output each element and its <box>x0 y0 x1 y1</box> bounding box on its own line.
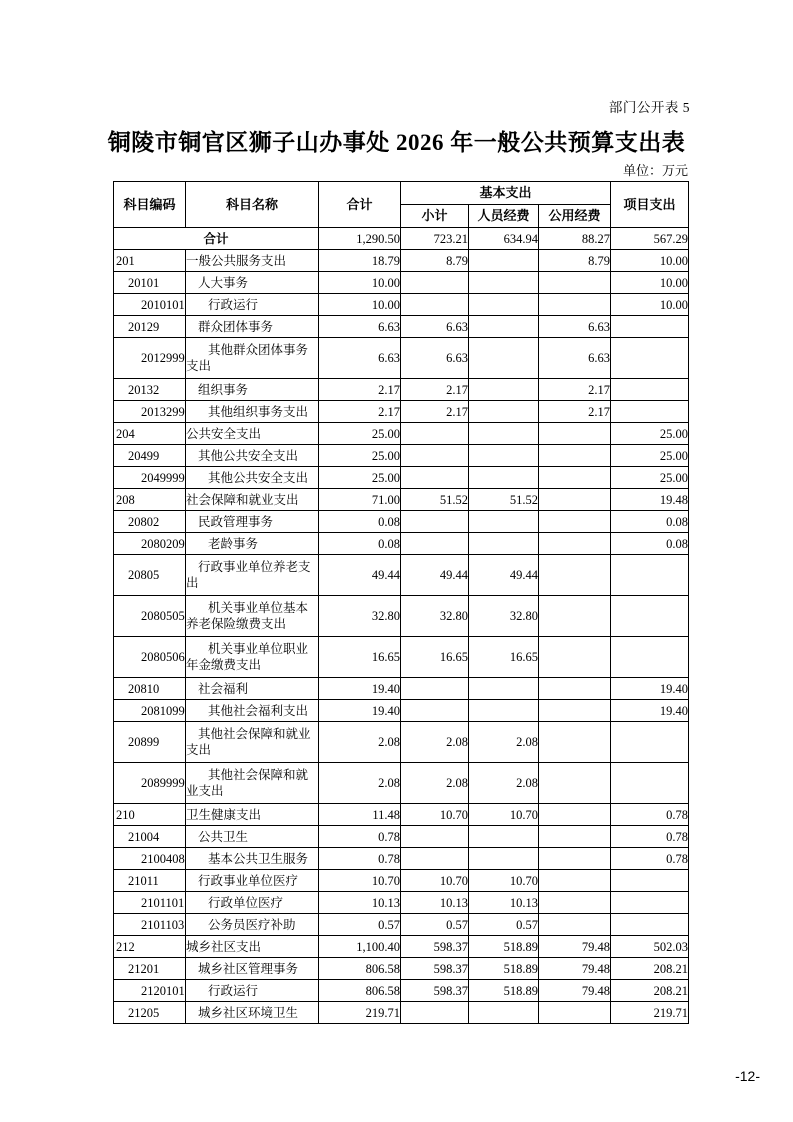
cell-subtotal <box>401 511 469 533</box>
cell-subject-code: 2080209 <box>114 533 186 555</box>
cell-subtotal <box>401 294 469 316</box>
cell-personnel <box>469 1002 539 1024</box>
cell-project: 25.00 <box>611 445 689 467</box>
cell-personnel <box>469 511 539 533</box>
cell-personnel: 10.70 <box>469 804 539 826</box>
cell-total: 0.78 <box>319 826 401 848</box>
cell-public <box>539 804 611 826</box>
budget-table <box>113 181 689 1024</box>
table-row <box>114 250 689 272</box>
cell-subject-name: 其他公共安全支出 <box>186 445 319 467</box>
cell-subtotal: 598.37 <box>401 958 469 980</box>
cell-subtotal: 598.37 <box>401 936 469 958</box>
cell-total: 10.70 <box>319 870 401 892</box>
cell-project <box>611 722 689 763</box>
cell-total: 219.71 <box>319 1002 401 1024</box>
cell-total: 10.00 <box>319 294 401 316</box>
cell-project: 502.03 <box>611 936 689 958</box>
cell-subject-code: 2100408 <box>114 848 186 870</box>
cell-subject-code: 21004 <box>114 826 186 848</box>
cell-subtotal: 32.80 <box>401 596 469 637</box>
cell-total: 2.08 <box>319 763 401 804</box>
cell-subject-name: 其他社会保障和就业支出 <box>186 763 319 804</box>
cell-subject-name: 基本公共卫生服务 <box>186 848 319 870</box>
cell-total: 2.08 <box>319 722 401 763</box>
cell-subject-name: 行政单位医疗 <box>186 892 319 914</box>
cell-total: 25.00 <box>319 423 401 445</box>
cell-subtotal: 6.63 <box>401 338 469 379</box>
cell-subject-code: 2089999 <box>114 763 186 804</box>
cell-public: 2.17 <box>539 401 611 423</box>
table-row <box>114 637 689 678</box>
cell-personnel <box>469 250 539 272</box>
cell-personnel: 16.65 <box>469 637 539 678</box>
cell-total: 49.44 <box>319 555 401 596</box>
cell-total: 6.63 <box>319 316 401 338</box>
cell-subtotal: 16.65 <box>401 637 469 678</box>
cell-subtotal: 598.37 <box>401 980 469 1002</box>
cell-total: 32.80 <box>319 596 401 637</box>
col-header-code: 科目编码 <box>114 182 186 228</box>
cell-subject-code: 21205 <box>114 1002 186 1024</box>
cell-subtotal: 51.52 <box>401 489 469 511</box>
cell-public <box>539 826 611 848</box>
table-row <box>114 722 689 763</box>
cell-total: 0.57 <box>319 914 401 936</box>
page-number: -12- <box>735 1068 760 1084</box>
cell-subject-code: 21011 <box>114 870 186 892</box>
cell-subject-name: 社会保障和就业支出 <box>186 489 319 511</box>
cell-subtotal <box>401 826 469 848</box>
table-row <box>114 678 689 700</box>
cell-subject-code: 2101101 <box>114 892 186 914</box>
cell-subject-name: 行政运行 <box>186 980 319 1002</box>
cell-public: 6.63 <box>539 316 611 338</box>
cell-personnel: 2.08 <box>469 722 539 763</box>
cell-subtotal <box>401 1002 469 1024</box>
cell-personnel <box>469 533 539 555</box>
col-header-name: 科目名称 <box>186 182 319 228</box>
cell-public <box>539 489 611 511</box>
table-row <box>114 936 689 958</box>
cell-personnel <box>469 272 539 294</box>
cell-project: 0.08 <box>611 533 689 555</box>
cell-project <box>611 637 689 678</box>
cell-project <box>611 870 689 892</box>
col-header-personnel: 人员经费 <box>469 205 539 228</box>
cell-subject-name: 城乡社区支出 <box>186 936 319 958</box>
cell-subject-code: 2012999 <box>114 338 186 379</box>
table-row <box>114 958 689 980</box>
cell-subject-name: 其他群众团体事务支出 <box>186 338 319 379</box>
cell-subject-code: 204 <box>114 423 186 445</box>
cell-total: 1,290.50 <box>319 228 401 250</box>
cell-total: 25.00 <box>319 467 401 489</box>
cell-subject-code: 2081099 <box>114 700 186 722</box>
cell-personnel <box>469 445 539 467</box>
cell-personnel <box>469 467 539 489</box>
cell-project: 19.48 <box>611 489 689 511</box>
cell-project: 208.21 <box>611 958 689 980</box>
cell-subject-code: 20810 <box>114 678 186 700</box>
cell-subject-name: 公共安全支出 <box>186 423 319 445</box>
cell-total: 806.58 <box>319 958 401 980</box>
cell-total: 10.13 <box>319 892 401 914</box>
table-row <box>114 892 689 914</box>
cell-public <box>539 848 611 870</box>
cell-project <box>611 596 689 637</box>
cell-total-label: 合计 <box>114 228 319 250</box>
cell-subtotal <box>401 700 469 722</box>
table-row <box>114 700 689 722</box>
cell-subtotal: 2.17 <box>401 379 469 401</box>
cell-personnel: 0.57 <box>469 914 539 936</box>
cell-project: 567.29 <box>611 228 689 250</box>
cell-personnel: 10.70 <box>469 870 539 892</box>
cell-total: 10.00 <box>319 272 401 294</box>
cell-subject-code: 2049999 <box>114 467 186 489</box>
cell-subject-name: 机关事业单位职业年金缴费支出 <box>186 637 319 678</box>
cell-public: 6.63 <box>539 338 611 379</box>
cell-subject-name: 其他社会保障和就业支出 <box>186 722 319 763</box>
cell-subject-code: 20899 <box>114 722 186 763</box>
cell-subject-code: 20129 <box>114 316 186 338</box>
cell-subtotal <box>401 467 469 489</box>
cell-subtotal <box>401 678 469 700</box>
col-header-subtotal: 小计 <box>401 205 469 228</box>
table-row <box>114 511 689 533</box>
cell-public: 79.48 <box>539 936 611 958</box>
cell-personnel <box>469 678 539 700</box>
cell-subject-code: 20132 <box>114 379 186 401</box>
cell-personnel <box>469 423 539 445</box>
cell-personnel <box>469 294 539 316</box>
cell-subject-name: 群众团体事务 <box>186 316 319 338</box>
cell-subtotal: 10.70 <box>401 804 469 826</box>
cell-public <box>539 533 611 555</box>
cell-total: 71.00 <box>319 489 401 511</box>
table-row <box>114 533 689 555</box>
cell-public <box>539 678 611 700</box>
table-row <box>114 294 689 316</box>
cell-public <box>539 272 611 294</box>
table-row-grand-total <box>114 228 689 250</box>
cell-project: 25.00 <box>611 423 689 445</box>
cell-public <box>539 892 611 914</box>
cell-subject-name: 行政事业单位医疗 <box>186 870 319 892</box>
cell-public <box>539 722 611 763</box>
cell-personnel <box>469 379 539 401</box>
cell-subtotal <box>401 423 469 445</box>
table-row <box>114 870 689 892</box>
cell-subject-name: 一般公共服务支出 <box>186 250 319 272</box>
cell-total: 2.17 <box>319 401 401 423</box>
cell-project <box>611 914 689 936</box>
cell-subtotal: 10.13 <box>401 892 469 914</box>
cell-personnel <box>469 316 539 338</box>
cell-subject-code: 2101103 <box>114 914 186 936</box>
cell-personnel: 49.44 <box>469 555 539 596</box>
table-row <box>114 914 689 936</box>
cell-project: 25.00 <box>611 467 689 489</box>
table-row <box>114 596 689 637</box>
cell-subtotal <box>401 445 469 467</box>
cell-public <box>539 700 611 722</box>
cell-subtotal: 723.21 <box>401 228 469 250</box>
cell-subject-name: 民政管理事务 <box>186 511 319 533</box>
table-row <box>114 980 689 1002</box>
cell-public <box>539 596 611 637</box>
cell-subject-name: 其他组织事务支出 <box>186 401 319 423</box>
cell-public <box>539 467 611 489</box>
cell-subtotal: 10.70 <box>401 870 469 892</box>
cell-subject-code: 21201 <box>114 958 186 980</box>
cell-total: 1,100.40 <box>319 936 401 958</box>
cell-project: 19.40 <box>611 678 689 700</box>
cell-subject-code: 20802 <box>114 511 186 533</box>
cell-subject-name: 行政事业单位养老支出 <box>186 555 319 596</box>
unit-note: 单位：万元 <box>622 163 688 178</box>
cell-project <box>611 401 689 423</box>
cell-project: 10.00 <box>611 294 689 316</box>
cell-public <box>539 870 611 892</box>
cell-personnel: 10.13 <box>469 892 539 914</box>
cell-subtotal: 2.08 <box>401 722 469 763</box>
cell-public <box>539 445 611 467</box>
cell-total: 19.40 <box>319 700 401 722</box>
cell-subtotal: 0.57 <box>401 914 469 936</box>
cell-personnel <box>469 848 539 870</box>
cell-total: 19.40 <box>319 678 401 700</box>
cell-public <box>539 914 611 936</box>
page-title: 铜陵市铜官区狮子山办事处 2026 年一般公共预算支出表 <box>107 130 686 155</box>
table-row <box>114 401 689 423</box>
cell-subject-name: 人大事务 <box>186 272 319 294</box>
col-header-total: 合计 <box>319 182 401 228</box>
cell-project <box>611 555 689 596</box>
cell-subject-code: 2120101 <box>114 980 186 1002</box>
cell-subject-code: 2080506 <box>114 637 186 678</box>
cell-public: 79.48 <box>539 980 611 1002</box>
cell-subject-name: 社会福利 <box>186 678 319 700</box>
table-row <box>114 555 689 596</box>
cell-public <box>539 423 611 445</box>
cell-subject-name: 城乡社区管理事务 <box>186 958 319 980</box>
table-row <box>114 316 689 338</box>
table-row <box>114 379 689 401</box>
cell-subject-name: 组织事务 <box>186 379 319 401</box>
cell-personnel <box>469 401 539 423</box>
cell-public <box>539 1002 611 1024</box>
cell-project <box>611 763 689 804</box>
table-row <box>114 826 689 848</box>
cell-total: 16.65 <box>319 637 401 678</box>
cell-project: 208.21 <box>611 980 689 1002</box>
table-row <box>114 848 689 870</box>
cell-total: 18.79 <box>319 250 401 272</box>
cell-subject-code: 20805 <box>114 555 186 596</box>
cell-personnel: 51.52 <box>469 489 539 511</box>
cell-subject-name: 其他社会福利支出 <box>186 700 319 722</box>
cell-subtotal <box>401 533 469 555</box>
cell-subtotal <box>401 848 469 870</box>
cell-project: 0.78 <box>611 804 689 826</box>
cell-subject-code: 212 <box>114 936 186 958</box>
table-row <box>114 467 689 489</box>
cell-public <box>539 555 611 596</box>
cell-subject-code: 2010101 <box>114 294 186 316</box>
cell-subject-code: 20499 <box>114 445 186 467</box>
cell-subject-code: 210 <box>114 804 186 826</box>
cell-subject-code: 201 <box>114 250 186 272</box>
cell-subject-code: 2080505 <box>114 596 186 637</box>
cell-subject-name: 卫生健康支出 <box>186 804 319 826</box>
col-header-project: 项目支出 <box>611 182 689 228</box>
cell-personnel: 518.89 <box>469 936 539 958</box>
cell-project: 10.00 <box>611 250 689 272</box>
cell-public <box>539 511 611 533</box>
cell-subtotal: 49.44 <box>401 555 469 596</box>
cell-subject-name: 其他公共安全支出 <box>186 467 319 489</box>
cell-total: 2.17 <box>319 379 401 401</box>
cell-personnel <box>469 338 539 379</box>
cell-subtotal: 2.08 <box>401 763 469 804</box>
cell-subject-name: 公共卫生 <box>186 826 319 848</box>
budget-table-header <box>114 182 689 228</box>
cell-personnel <box>469 826 539 848</box>
cell-project: 0.08 <box>611 511 689 533</box>
col-header-basic-group: 基本支出 <box>401 182 611 205</box>
cell-project <box>611 892 689 914</box>
cell-subtotal: 8.79 <box>401 250 469 272</box>
budget-table-body <box>114 228 689 1024</box>
doc-label: 部门公开表 5 <box>608 100 690 115</box>
table-row <box>114 445 689 467</box>
table-row <box>114 804 689 826</box>
cell-subject-name: 城乡社区环境卫生 <box>186 1002 319 1024</box>
cell-subject-name: 老龄事务 <box>186 533 319 555</box>
cell-total: 11.48 <box>319 804 401 826</box>
cell-public: 2.17 <box>539 379 611 401</box>
cell-subject-name: 行政运行 <box>186 294 319 316</box>
cell-total: 25.00 <box>319 445 401 467</box>
cell-personnel: 32.80 <box>469 596 539 637</box>
cell-project <box>611 316 689 338</box>
cell-project: 0.78 <box>611 848 689 870</box>
cell-total: 0.78 <box>319 848 401 870</box>
cell-public <box>539 637 611 678</box>
col-header-public: 公用经费 <box>539 205 611 228</box>
table-row <box>114 489 689 511</box>
cell-total: 806.58 <box>319 980 401 1002</box>
table-row <box>114 1002 689 1024</box>
cell-personnel: 518.89 <box>469 958 539 980</box>
cell-public: 8.79 <box>539 250 611 272</box>
cell-subtotal <box>401 272 469 294</box>
cell-total: 0.08 <box>319 533 401 555</box>
cell-public <box>539 294 611 316</box>
cell-project: 19.40 <box>611 700 689 722</box>
cell-subject-name: 公务员医疗补助 <box>186 914 319 936</box>
cell-personnel: 634.94 <box>469 228 539 250</box>
cell-public <box>539 763 611 804</box>
cell-personnel <box>469 700 539 722</box>
cell-public: 88.27 <box>539 228 611 250</box>
cell-subtotal: 6.63 <box>401 316 469 338</box>
cell-total: 6.63 <box>319 338 401 379</box>
cell-subject-code: 20101 <box>114 272 186 294</box>
table-row <box>114 272 689 294</box>
cell-personnel: 2.08 <box>469 763 539 804</box>
table-row <box>114 338 689 379</box>
cell-subject-name: 机关事业单位基本养老保险缴费支出 <box>186 596 319 637</box>
cell-project: 0.78 <box>611 826 689 848</box>
table-row <box>114 763 689 804</box>
cell-project <box>611 379 689 401</box>
cell-project <box>611 338 689 379</box>
cell-subtotal: 2.17 <box>401 401 469 423</box>
cell-subject-code: 208 <box>114 489 186 511</box>
table-row <box>114 423 689 445</box>
cell-personnel: 518.89 <box>469 980 539 1002</box>
cell-subject-code: 2013299 <box>114 401 186 423</box>
header-row-top <box>114 182 689 205</box>
cell-total: 0.08 <box>319 511 401 533</box>
cell-public: 79.48 <box>539 958 611 980</box>
cell-project: 219.71 <box>611 1002 689 1024</box>
cell-project: 10.00 <box>611 272 689 294</box>
